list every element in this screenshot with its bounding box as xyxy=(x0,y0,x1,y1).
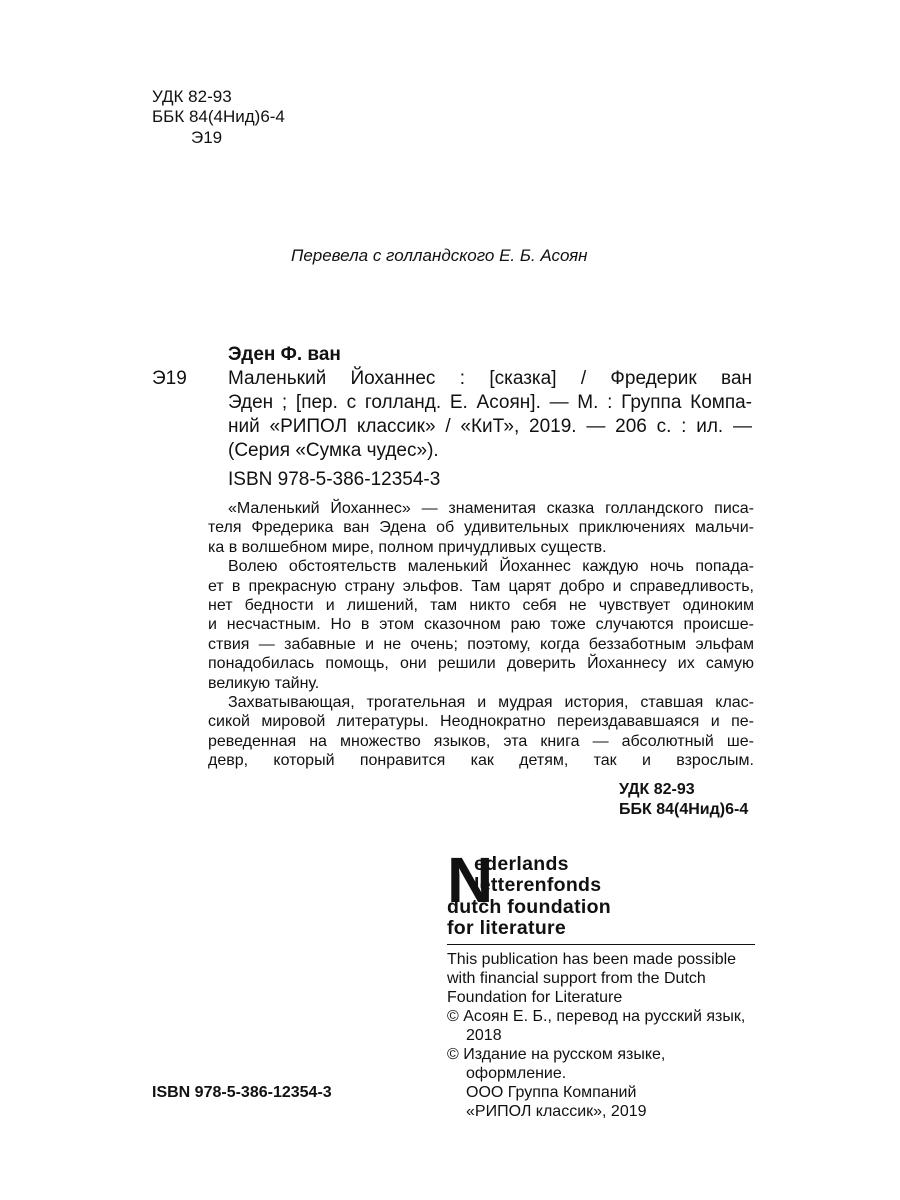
udk-code-bottom: УДК 82-93 xyxy=(619,781,695,798)
logo-line-2: letterenfonds xyxy=(474,874,602,896)
annotation-paragraph-1 xyxy=(208,499,754,557)
logo-line-3: dutch foundation xyxy=(447,896,612,918)
author-heading: Эден Ф. ван xyxy=(228,344,341,365)
copyright-edition: © Издание на русском языке, xyxy=(447,1046,666,1063)
annotation-line: реведенная на множество языков, эта книга — абсолютный ше- xyxy=(208,732,754,750)
annotation-line: ка в волшебном мире, полном причудливых существ. xyxy=(208,538,607,556)
annotation-line: понадобилась помощь, они решили доверить Йоханнесу их самую xyxy=(208,655,754,673)
isbn-bottom: ISBN 978-5-386-12354-3 xyxy=(152,1084,332,1101)
bib-line: ний «РИПОЛ классик» / «КиТ», 2019. — 206 с. : ил. — xyxy=(228,416,752,437)
bbk-code-top: ББК 84(4Нид)6-4 xyxy=(152,107,285,126)
bib-isbn: ISBN 978-5-386-12354-3 xyxy=(228,469,441,490)
annotation-line: Захватывающая, трогательная и мудрая история, ставшая клас- xyxy=(228,694,754,712)
logo-divider xyxy=(447,944,755,945)
support-line: This publication has been made possible xyxy=(447,951,737,968)
bib-description-cont xyxy=(228,391,752,439)
annotation-line: ствия — забавные и не очень; поэтому, когда беззаботным эльфам xyxy=(208,635,754,653)
annotation-line: ет в прекрасную страну эльфов. Там царят добро и справедливость, xyxy=(208,577,754,595)
bib-author-mark: Э19 xyxy=(152,368,187,389)
copyright-translation-year: 2018 xyxy=(466,1027,502,1044)
logo-line-1: ederlands xyxy=(474,853,569,875)
support-line: Foundation for Literature xyxy=(447,989,623,1006)
support-line: with financial support from the Dutch xyxy=(447,970,706,987)
annotation-line: великую тайну. xyxy=(208,674,320,692)
annotation-line: «Маленький Йоханнес» — знаменитая сказка голландского писа- xyxy=(228,500,754,517)
logo-line-4: for literature xyxy=(447,917,567,939)
bbk-code-bottom: ББК 84(4Нид)6-4 xyxy=(619,801,749,818)
bib-line: Маленький Йоханнес : [сказка] / Фредерик ван xyxy=(228,368,752,389)
copyright-publisher-year: «РИПОЛ классик», 2019 xyxy=(466,1103,647,1120)
logo-big-letter: N xyxy=(447,844,492,916)
annotation-line: нет бедности и лишений, там никто себя не чувствует одиноким xyxy=(208,597,754,615)
copyright-translation: © Асоян Е. Б., перевод на русский язык, xyxy=(447,1008,746,1025)
bib-line: Эден ; [пер. с голланд. Е. Асоян]. — М. : Группа Компа- xyxy=(228,392,752,413)
annotation-line: сикой мировой литературы. Неоднократно переиздававшаяся и пе- xyxy=(208,713,754,731)
copyright-publisher: ООО Группа Компаний xyxy=(466,1084,637,1101)
copyright-edition-design: оформление. xyxy=(466,1065,567,1082)
annotation xyxy=(208,499,754,771)
annotation-line: теля Фредерика ван Эдена об удивительных приключениях мальчи- xyxy=(208,519,754,537)
annotation-line: и несчастным. Но в этом сказочном раю тоже случаются происше- xyxy=(208,616,754,634)
annotation-paragraph-2 xyxy=(208,557,754,693)
udk-code-top: УДК 82-93 xyxy=(152,87,232,106)
annotation-line: Волею обстоятельств маленький Йоханнес каждую ночь попада- xyxy=(228,558,754,576)
annotation-line: девр, который понравится как детям, так и взрослым. xyxy=(208,752,754,770)
author-mark-top: Э19 xyxy=(191,128,223,147)
bib-description xyxy=(228,367,752,391)
translator-credit: Перевела с голландского Е. Б. Асоян xyxy=(291,246,588,265)
bib-line-last: (Серия «Сумка чудес»). xyxy=(228,440,439,461)
annotation-paragraph-3 xyxy=(208,693,754,771)
foundation-logo xyxy=(447,844,647,942)
